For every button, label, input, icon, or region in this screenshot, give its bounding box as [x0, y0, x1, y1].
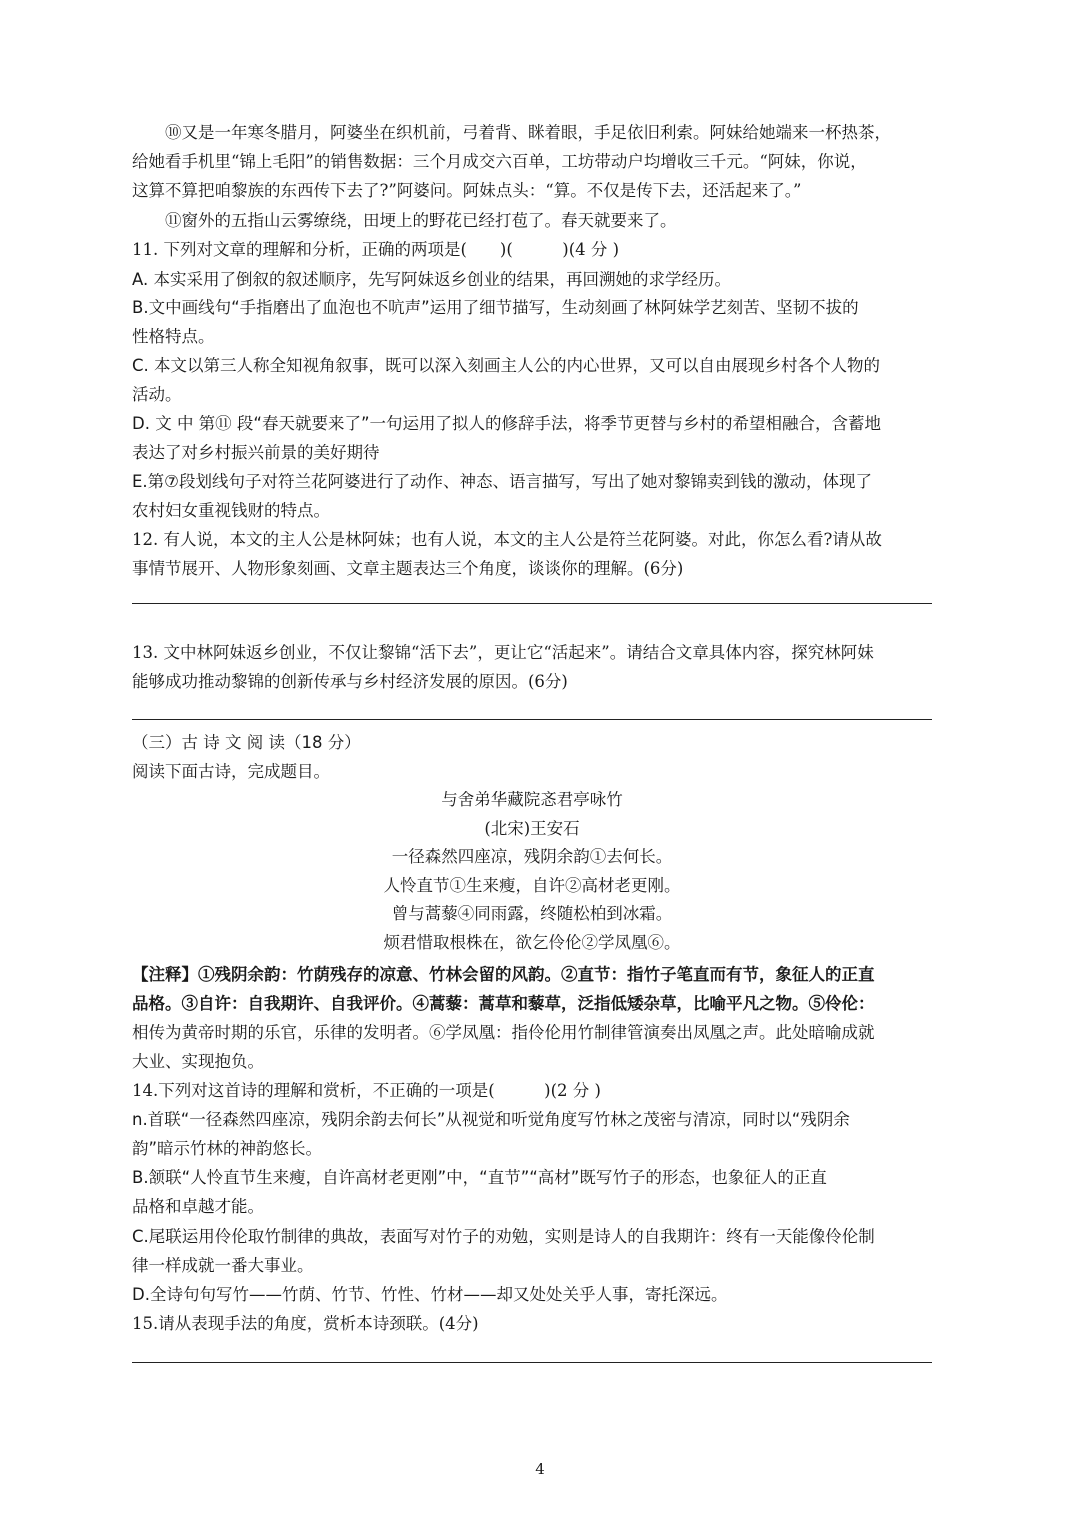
- q14-option-c-line1: C.尾联运用伶伦取竹制律的典故，表面写对竹子的劝勉，实则是诗人的自我期许：终有一天能像伶伦制: [132, 1227, 875, 1246]
- passage-para10-line1: ⑩又是一年寒冬腊月，阿婆坐在织机前，弓着背、眯着眼，手足依旧利索。阿妹给她端来一杯热茶，: [165, 123, 891, 142]
- q14-stem: 14.下列对这首诗的理解和赏析，不正确的一项是( )(2 分 ): [132, 1081, 601, 1100]
- q13-stem-line1: 13. 文中林阿妹返乡创业，不仅让黎锦“活下去”，更让它“活起来”。请结合文章具体内容，探究林阿妹: [132, 643, 874, 662]
- q11-option-c-line2: 活动。: [132, 385, 182, 404]
- poem-title: 与舍弟华藏院忞君亭咏竹: [441, 790, 623, 809]
- poem-line-3: 曾与蒿藜④同雨露，终随松柏到冰霜。: [391, 904, 673, 923]
- page-number: 4: [535, 1460, 545, 1478]
- q11-option-b-line2: 性格特点。: [132, 327, 215, 346]
- q13-answer-line[interactable]: [132, 719, 932, 720]
- q11-option-d-line2: 表达了对乡村振兴前景的美好期待: [132, 443, 380, 462]
- q11-option-a: A. 本实采用了倒叙的叙述顺序，先写阿妹返乡创业的结果，再回溯她的求学经历。: [132, 270, 731, 289]
- q14-option-d: D.全诗句句写竹——竹荫、竹节、竹性、竹材——却又处处关乎人事，寄托深远。: [132, 1285, 728, 1304]
- q12-stem-line1: 12. 有人说，本文的主人公是林阿妹；也有人说，本文的主人公是符兰花阿婆。对此，你怎么看?请从故: [132, 530, 882, 549]
- notes-line-3: 相传为黄帝时期的乐官，乐律的发明者。⑥学凤凰：指伶伦用竹制律管演奏出凤凰之声。此处暗喻成就: [132, 1023, 875, 1042]
- section3-heading: （三）古 诗 文 阅 读（18 分）: [132, 733, 361, 752]
- q14-option-b-line2: 品格和卓越才能。: [132, 1197, 264, 1216]
- poem-author: (北宋)王安石: [484, 818, 580, 838]
- q11-option-d-line1: D. 文 中 第⑪ 段“春天就要来了”一句运用了拟人的修辞手法，将季节更替与乡村的希望相融合，含蓄地: [132, 414, 882, 433]
- q11-stem: 11. 下列对文章的理解和分析，正确的两项是( )( )(4 分 ): [132, 240, 620, 259]
- passage-para10-line3: 这算不算把咱黎族的东西传下去了?”阿婆问。阿妹点头：“算。不仅是传下去，还活起来了。”: [132, 181, 802, 200]
- poem: [132, 786, 932, 957]
- poem-line-4: 烦君惜取根株在，欲乞伶伦②学凤凰⑥。: [383, 932, 681, 952]
- q11-option-e-line1: E.第⑦段划线句子对符兰花阿婆进行了动作、神态、语言描写，写出了她对黎锦卖到钱的激动，体现了: [132, 472, 872, 491]
- passage-para11: ⑪窗外的五指山云雾缭绕，田埂上的野花已经打苞了。春天就要来了。: [165, 211, 677, 230]
- notes-line-4: 大业、实现抱负。: [132, 1052, 264, 1071]
- q15-stem: 15.请从表现手法的角度，赏析本诗颈联。(4分): [132, 1314, 479, 1333]
- section3-instruction: 阅读下面古诗，完成题目。: [132, 762, 330, 781]
- poem-line-2: 人怜直节①生来瘦，自许②高材老更刚。: [383, 875, 681, 895]
- q11-option-e-line2: 农村妇女重视钱财的特点。: [132, 501, 330, 520]
- q14-option-a-line1: n.首联“一径森然四座凉，残阴余韵去何长”从视觉和听觉角度写竹林之茂密与清凉，同时以“残阴余: [132, 1110, 850, 1129]
- q15-answer-line[interactable]: [132, 1362, 932, 1363]
- q13-stem-line2: 能够成功推动黎锦的创新传承与乡村经济发展的原因。(6分): [132, 672, 568, 691]
- q14-option-b-line1: B.颔联“人怜直节生来瘦，自许高材老更刚”中，“直节”“高材”既写竹子的形态，也象征人的正直: [132, 1168, 827, 1187]
- q11-option-c-line1: C. 本文以第三人称全知视角叙事，既可以深入刻画主人公的内心世界，又可以自由展现乡村各个人物的: [132, 356, 881, 375]
- q14-option-c-line2: 律一样成就一番大事业。: [132, 1256, 314, 1275]
- q11-option-b-line1: B.文中画线句“手指磨出了血泡也不吭声”运用了细节描写，生动刻画了林阿妹学艺刻苦、坚韧不拔的: [132, 298, 859, 317]
- notes-line-1: 【注释】①残阴余韵：竹荫残存的凉意、竹林会留的风韵。②直节：指竹子笔直而有节，象征人的正直: [132, 965, 875, 984]
- q14-option-a-line2: 韵”暗示竹林的神韵悠长。: [132, 1139, 323, 1158]
- passage-para10-line2: 给她看手机里“锦上毛阳”的销售数据：三个月成交六百单，工坊带动户均增收三千元。“阿妹，你说，: [132, 152, 867, 171]
- notes-line-2: 品格。③自许：自我期许、自我评价。④蒿藜：蒿草和藜草，泛指低矮杂草，比喻平凡之物。⑤伶伦：: [132, 994, 875, 1013]
- q12-answer-line[interactable]: [132, 603, 932, 604]
- poem-line-1: 一径森然四座凉，残阴余韵①去何长。: [391, 847, 673, 866]
- q12-stem-line2: 事情节展开、人物形象刻画、文章主题表达三个角度，谈谈你的理解。(6分): [132, 559, 684, 578]
